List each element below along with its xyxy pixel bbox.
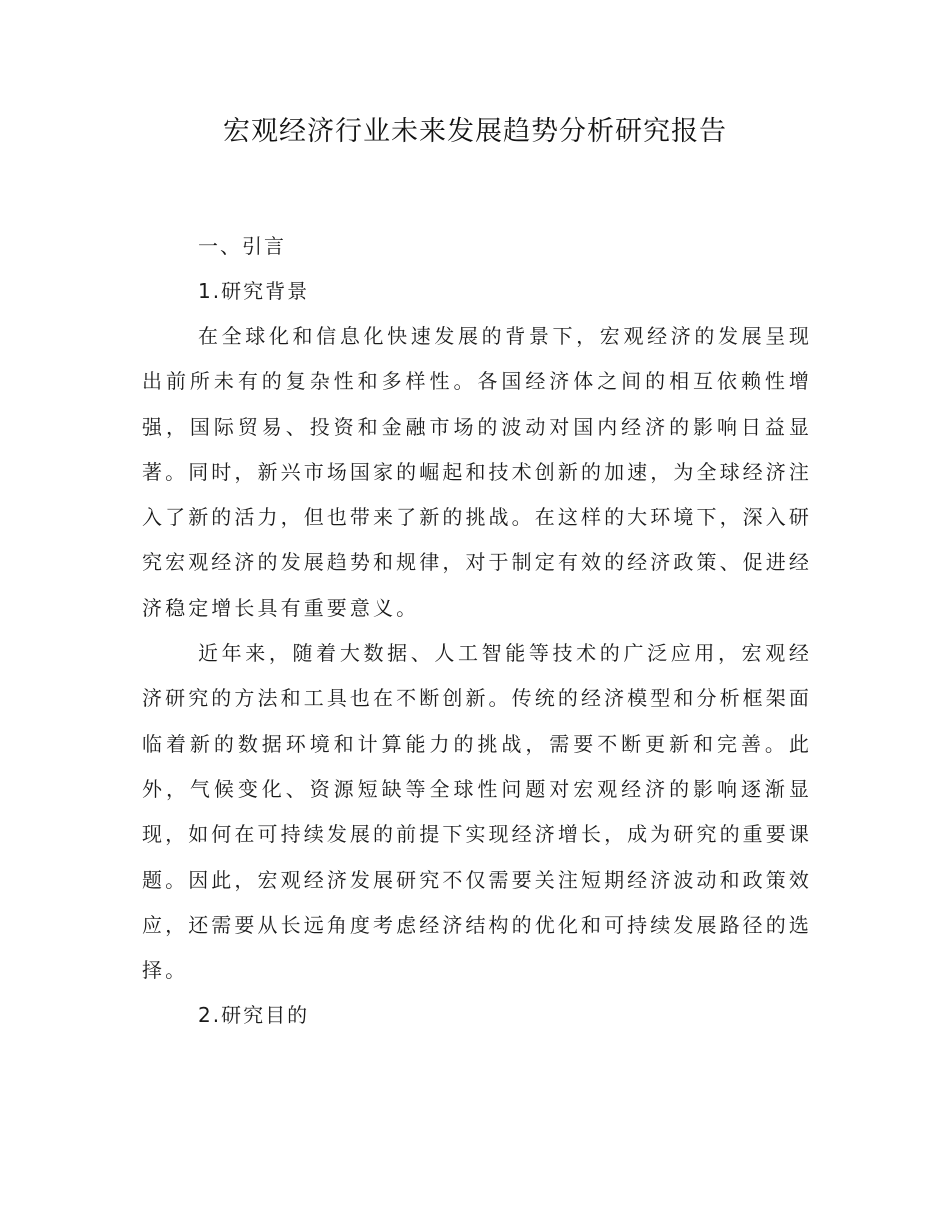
paragraph-background-1: 在全球化和信息化快速发展的背景下，宏观经济的发展呈现出前所未有的复杂性和多样性。各国经济体之间的相互依赖性增强，国际贸易、投资和金融市场的波动对国内经济的影响日益显著。同时，新兴市场国家的崛起和技术创新的加速，为全球经济注入了新的活力，但也带来了新的挑战。在这样的大环境下，深入研究宏观经济的发展趋势和规律，对于制定有效的经济政策、促进经济稳定增长具有重要意义。 <box>142 324 812 620</box>
paragraph-background-2: 近年来，随着大数据、人工智能等技术的广泛应用，宏观经济研究的方法和工具也在不断创新。传统的经济模型和分析框架面临着新的数据环境和计算能力的挑战，需要不断更新和完善。此外，气候变化、资源短缺等全球性问题对宏观经济的影响逐渐显现，如何在可持续发展的前提下实现经济增长，成为研究的重要课题。因此，宏观经济发展研究不仅需要关注短期经济波动和政策效应，还需要从长远角度考虑经济结构的优化和可持续发展路径的选择。 <box>142 641 812 983</box>
subsection-heading-research-background: 1.研究背景 <box>198 279 310 303</box>
document-body <box>142 224 812 1038</box>
subsection-heading-research-purpose: 2.研究目的 <box>198 1003 310 1028</box>
section-heading-introduction: 一、引言 <box>198 234 286 258</box>
document-title: 宏观经济行业未来发展趋势分析研究报告 <box>223 116 727 147</box>
